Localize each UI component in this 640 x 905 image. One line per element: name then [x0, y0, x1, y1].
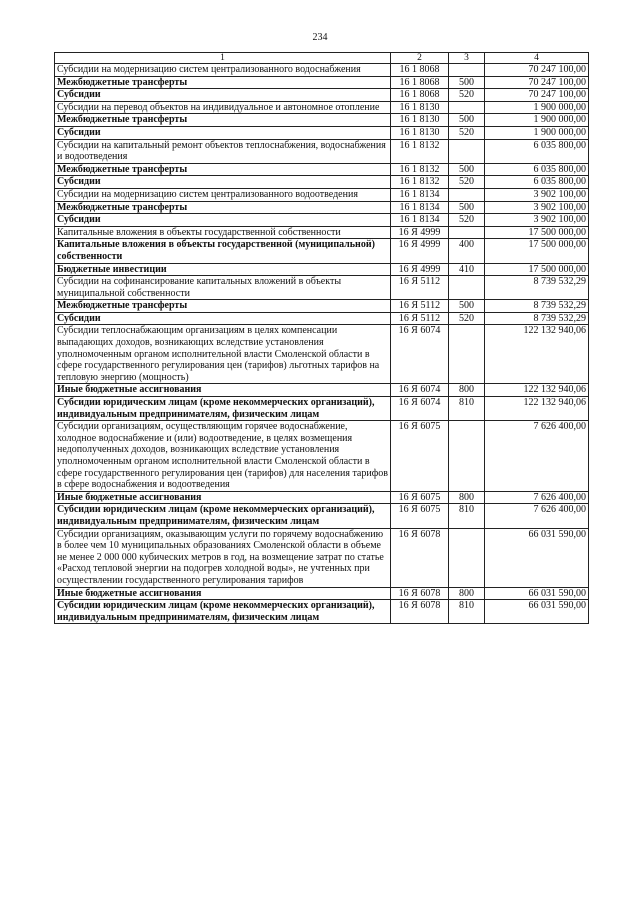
table-row — [55, 263, 589, 276]
row-amount: 70 247 100,00 — [485, 64, 589, 77]
table-row — [55, 114, 589, 127]
row-amount: 6 035 800,00 — [485, 176, 589, 189]
row-code: 16 Я 6075 — [391, 491, 449, 504]
table-row — [55, 312, 589, 325]
row-expense-type: 800 — [449, 384, 485, 397]
row-name: Межбюджетные трансферты — [55, 300, 391, 313]
row-code: 16 Я 6078 — [391, 528, 449, 587]
row-expense-type — [449, 64, 485, 77]
row-code: 16 1 8068 — [391, 89, 449, 102]
table-row — [55, 600, 589, 624]
table-row — [55, 64, 589, 77]
row-name: Капитальные вложения в объекты государственной собственности — [55, 226, 391, 239]
table-row — [55, 89, 589, 102]
row-expense-type: 520 — [449, 176, 485, 189]
column-header-4: 4 — [485, 53, 589, 64]
row-expense-type: 410 — [449, 263, 485, 276]
table-row — [55, 126, 589, 139]
row-name: Иные бюджетные ассигнования — [55, 587, 391, 600]
table-row — [55, 397, 589, 421]
row-code: 16 Я 5112 — [391, 312, 449, 325]
row-code: 16 Я 6078 — [391, 587, 449, 600]
row-expense-type — [449, 421, 485, 492]
table-row — [55, 587, 589, 600]
row-name: Субсидии теплоснабжающим организациям в целях компенсации выпадающих доходов, возникающих вследствие установления уполномоченным органом исполнительной власти Смоленской области в сфере государственного регулирования цен (тарифов) льготных тарифов на тепловую энергию (мощность) — [55, 325, 391, 384]
table-row — [55, 176, 589, 189]
row-expense-type: 500 — [449, 76, 485, 89]
row-expense-type: 520 — [449, 126, 485, 139]
row-name: Субсидии — [55, 126, 391, 139]
row-expense-type: 810 — [449, 504, 485, 528]
page-number: 234 — [312, 32, 328, 43]
row-amount: 3 902 100,00 — [485, 188, 589, 201]
row-expense-type: 520 — [449, 312, 485, 325]
row-amount: 7 626 400,00 — [485, 421, 589, 492]
row-amount: 17 500 000,00 — [485, 226, 589, 239]
row-name: Субсидии юридическим лицам (кроме некоммерческих организаций), индивидуальным предпринимателям, физическим лицам — [55, 504, 391, 528]
row-expense-type: 500 — [449, 114, 485, 127]
row-code: 16 Я 6074 — [391, 325, 449, 384]
row-name: Межбюджетные трансферты — [55, 163, 391, 176]
table-header-row — [55, 53, 589, 64]
row-amount: 66 031 590,00 — [485, 528, 589, 587]
row-code: 16 Я 6074 — [391, 397, 449, 421]
row-code: 16 1 8068 — [391, 64, 449, 77]
row-code: 16 1 8130 — [391, 126, 449, 139]
row-expense-type — [449, 188, 485, 201]
row-amount: 122 132 940,06 — [485, 397, 589, 421]
row-expense-type — [449, 325, 485, 384]
table-row — [55, 421, 589, 492]
row-amount: 1 900 000,00 — [485, 101, 589, 114]
row-name: Бюджетные инвестиции — [55, 263, 391, 276]
row-name: Межбюджетные трансферты — [55, 201, 391, 214]
row-name: Межбюджетные трансферты — [55, 76, 391, 89]
row-expense-type: 800 — [449, 587, 485, 600]
row-name: Субсидии — [55, 312, 391, 325]
row-amount: 122 132 940,06 — [485, 325, 589, 384]
row-amount: 8 739 532,29 — [485, 312, 589, 325]
table-row — [55, 163, 589, 176]
row-name: Межбюджетные трансферты — [55, 114, 391, 127]
row-amount: 6 035 800,00 — [485, 139, 589, 163]
row-code: 16 1 8134 — [391, 201, 449, 214]
table-row — [55, 300, 589, 313]
row-expense-type: 810 — [449, 397, 485, 421]
row-amount: 70 247 100,00 — [485, 89, 589, 102]
row-name: Субсидии на модернизацию систем централизованного водоснабжения — [55, 64, 391, 77]
row-name: Иные бюджетные ассигнования — [55, 384, 391, 397]
table-row — [55, 139, 589, 163]
row-expense-type: 400 — [449, 239, 485, 263]
row-amount: 7 626 400,00 — [485, 491, 589, 504]
row-code: 16 Я 5112 — [391, 276, 449, 300]
row-amount: 8 739 532,29 — [485, 276, 589, 300]
row-amount: 3 902 100,00 — [485, 201, 589, 214]
row-expense-type: 500 — [449, 300, 485, 313]
row-code: 16 Я 6074 — [391, 384, 449, 397]
column-header-3: 3 — [449, 53, 485, 64]
row-amount: 122 132 940,06 — [485, 384, 589, 397]
table-row — [55, 226, 589, 239]
column-header-1: 1 — [55, 53, 391, 64]
row-amount: 8 739 532,29 — [485, 300, 589, 313]
row-expense-type — [449, 226, 485, 239]
row-amount: 66 031 590,00 — [485, 600, 589, 624]
table-body — [55, 64, 589, 624]
table-row — [55, 528, 589, 587]
row-code: 16 1 8130 — [391, 114, 449, 127]
row-expense-type: 810 — [449, 600, 485, 624]
row-amount: 70 247 100,00 — [485, 76, 589, 89]
row-name: Иные бюджетные ассигнования — [55, 491, 391, 504]
row-name: Субсидии на модернизацию систем централизованного водоотведения — [55, 188, 391, 201]
row-expense-type — [449, 101, 485, 114]
row-amount: 7 626 400,00 — [485, 504, 589, 528]
table-row — [55, 101, 589, 114]
row-expense-type: 800 — [449, 491, 485, 504]
row-code: 16 Я 4999 — [391, 226, 449, 239]
table-row — [55, 504, 589, 528]
row-name: Субсидии юридическим лицам (кроме некоммерческих организаций), индивидуальным предпринимателям, физическим лицам — [55, 397, 391, 421]
table-row — [55, 188, 589, 201]
row-name: Субсидии на перевод объектов на индивидуальное и автономное отопление — [55, 101, 391, 114]
row-expense-type: 500 — [449, 163, 485, 176]
table-row — [55, 491, 589, 504]
table-row — [55, 201, 589, 214]
row-amount: 1 900 000,00 — [485, 126, 589, 139]
row-name: Субсидии организациям, оказывающим услуги по горячему водоснабжению в более чем 10 муниципальных образованиях Смоленской области в объеме не менее 2 000 000 кубических метров в год, на возмещение затрат по статье «Расход тепловой энергии на подогрев холодной воды», не учтенных при осуществлении государственного регулирования тарифов — [55, 528, 391, 587]
row-code: 16 Я 6078 — [391, 600, 449, 624]
table-row — [55, 214, 589, 227]
row-code: 16 Я 6075 — [391, 504, 449, 528]
row-amount: 1 900 000,00 — [485, 114, 589, 127]
row-expense-type: 500 — [449, 201, 485, 214]
row-amount: 66 031 590,00 — [485, 587, 589, 600]
row-name: Капитальные вложения в объекты государственной (муниципальной) собственности — [55, 239, 391, 263]
row-code: 16 Я 4999 — [391, 239, 449, 263]
row-code: 16 1 8134 — [391, 188, 449, 201]
row-name: Субсидии — [55, 214, 391, 227]
row-code: 16 1 8068 — [391, 76, 449, 89]
row-expense-type — [449, 528, 485, 587]
row-code: 16 1 8132 — [391, 139, 449, 163]
table-row — [55, 276, 589, 300]
row-name: Субсидии на софинансирование капитальных вложений в объекты муниципальной собственности — [55, 276, 391, 300]
row-code: 16 1 8132 — [391, 163, 449, 176]
row-expense-type: 520 — [449, 89, 485, 102]
row-name: Субсидии на капитальный ремонт объектов теплоснабжения, водоснабжения и водоотведения — [55, 139, 391, 163]
row-expense-type — [449, 276, 485, 300]
row-amount: 6 035 800,00 — [485, 163, 589, 176]
row-name: Субсидии организациям, осуществляющим горячее водоснабжение, холодное водоснабжение и (или) водоотведение, в целях возмещения недополученных доходов, возникающих вследствие установления уполномоченным органом исполнительной власти Смоленской области в сфере государственного регулирования цен (тарифов) для населения тарифов в сфере водоснабжения и водоотведения — [55, 421, 391, 492]
row-code: 16 1 8132 — [391, 176, 449, 189]
row-code: 16 Я 4999 — [391, 263, 449, 276]
row-expense-type: 520 — [449, 214, 485, 227]
row-name: Субсидии — [55, 89, 391, 102]
table-row — [55, 76, 589, 89]
row-amount: 17 500 000,00 — [485, 263, 589, 276]
row-code: 16 1 8134 — [391, 214, 449, 227]
table-row — [55, 325, 589, 384]
budget-table — [54, 52, 589, 624]
row-name: Субсидии юридическим лицам (кроме некоммерческих организаций), индивидуальным предпринимателям, физическим лицам — [55, 600, 391, 624]
row-expense-type — [449, 139, 485, 163]
row-name: Субсидии — [55, 176, 391, 189]
table-row — [55, 384, 589, 397]
column-header-2: 2 — [391, 53, 449, 64]
row-code: 16 1 8130 — [391, 101, 449, 114]
row-code: 16 Я 6075 — [391, 421, 449, 492]
table-row — [55, 239, 589, 263]
row-amount: 3 902 100,00 — [485, 214, 589, 227]
row-code: 16 Я 5112 — [391, 300, 449, 313]
row-amount: 17 500 000,00 — [485, 239, 589, 263]
